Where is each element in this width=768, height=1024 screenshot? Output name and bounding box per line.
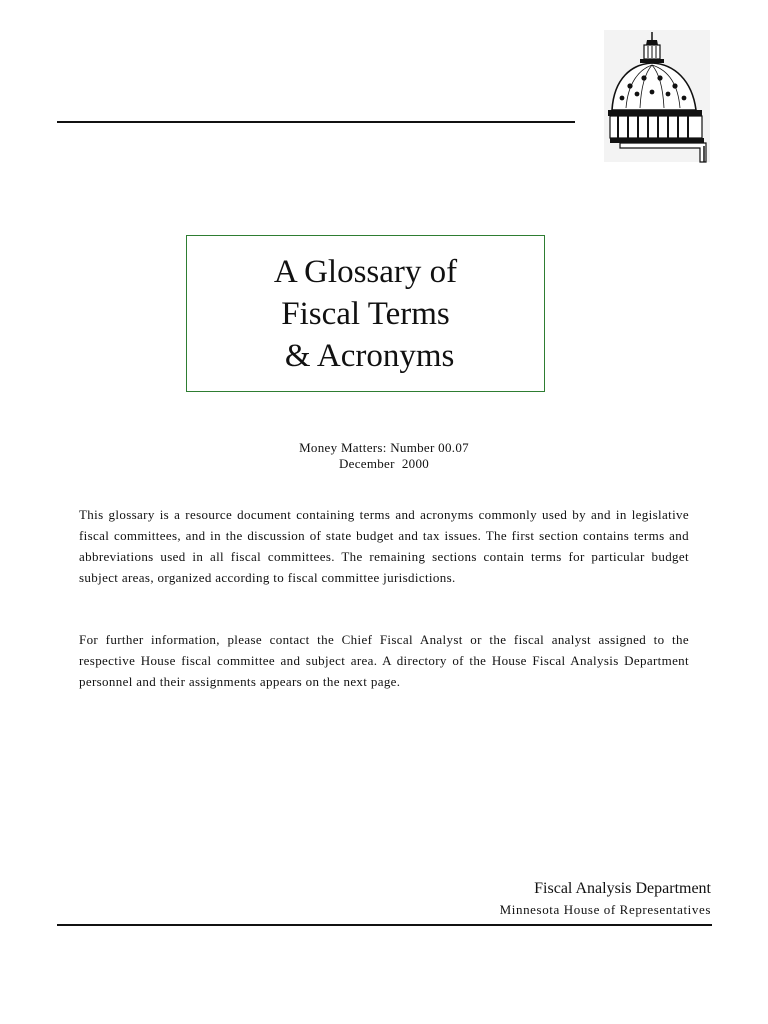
title-line-1: A Glossary of (273, 253, 458, 290)
organization-name: Minnesota House of Representatives (499, 902, 711, 917)
capitol-dome-icon (600, 28, 712, 166)
publication-series: Money Matters: Number 00.07 (299, 440, 469, 455)
header-rule (57, 121, 575, 123)
intro-paragraph: This glossary is a resource document containing terms and acronyms commonly used by and in legislative fiscal committees, and in the discussion of state budget and tax issues. The first section contains terms and abbreviations used in all fiscal committees. The remaining sections contain terms for particular budget subject areas, organized according to fiscal committee jurisdictions. (79, 507, 689, 585)
department-name: Fiscal Analysis Department (534, 880, 711, 897)
footer-rule (57, 924, 712, 926)
publication-date: December 2000 (338, 456, 430, 471)
title-line-3: & Acronyms (276, 337, 455, 374)
title-box (186, 235, 545, 392)
title-line-2: Fiscal Terms (281, 295, 450, 332)
contact-paragraph: For further information, please contact the Chief Fiscal Analyst or the fiscal analyst assigned to the respective House fiscal committee and subject area. A directory of the House Fiscal Analysis Department personnel and their assignments appears on the next page. (79, 632, 689, 689)
